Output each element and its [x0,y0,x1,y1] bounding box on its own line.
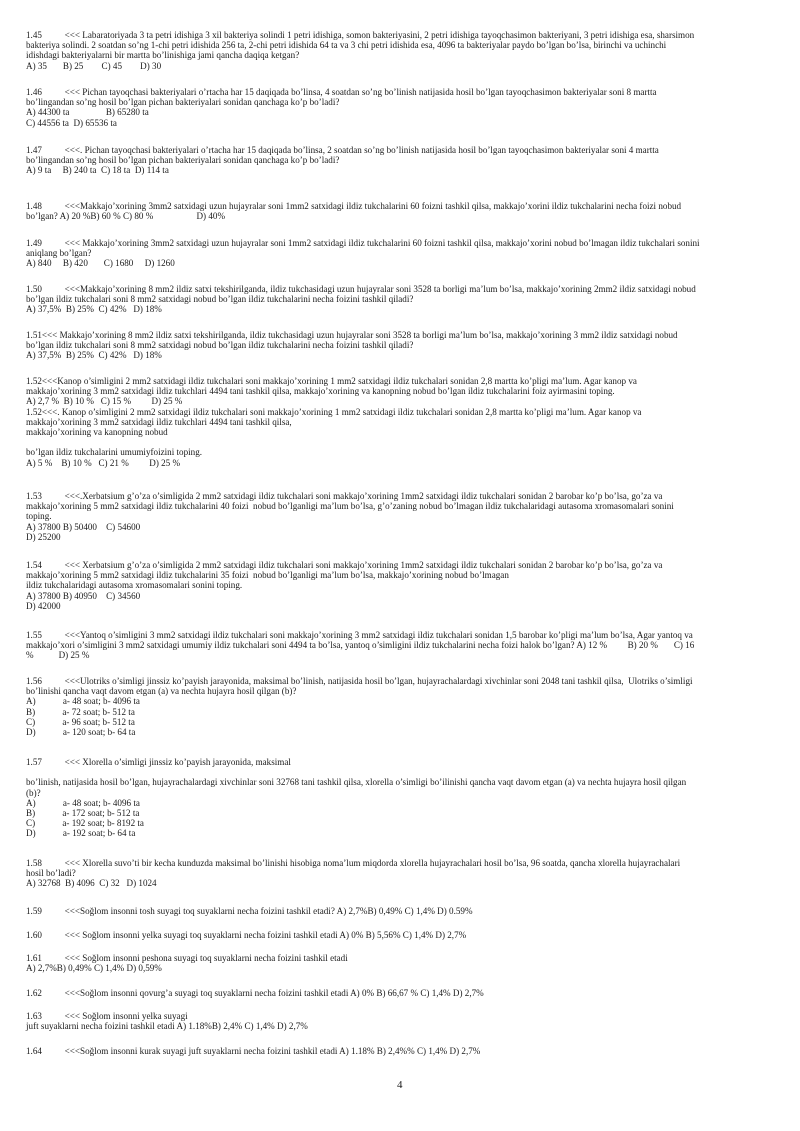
question-line: bo’linish, natijasida hosil bo’lgan, hujayrachalardagi xivchinlar soni 32768 tani tashkil qilsa, xlorella o’simligi bo’ilinishi qancha vaqt davom etgan (a) va nechta hujayra hosil qilgan [26,777,687,788]
question-line: makkajo’xorining 3 mm2 satxidagi ildiz tukchlari 4494 tani tashkil qilsa, makkajo’xorining va kanopning nobud bo’lgan ildiz tukchalarini foiz ayirmasini toping. [26,386,615,397]
question-line: 1.56 <<<Ulotriks o’simligi jinssiz ko’payish jarayonida, maksimal bo’linish, natijasida hosil bo’lgan, hujayrachalardagi xivchinlar soni 2048 tani tashkil qilsa, Ulotriks o’simligi [26,676,693,686]
question-line: 1.61 <<< Soğlom insonni peshona suyagi toq suyaklarni necha foizini tashkil etadi [26,953,348,963]
question-line: juft suyaklarni necha foizini tashkil etadi A) 1.18%B) 2,4% C) 1,4% D) 2,7% [26,1021,308,1032]
question-line: A) 37,5% B) 25% C) 42% D) 18% [26,304,162,315]
question-block [26,491,774,542]
question-block [26,201,774,221]
question-line: bo’lingandan so’ng hosil bo’lgan pichan bakteriyalari sonidan qanchaga ko’p bo’ladi? [26,97,340,108]
question-line: A) a- 48 soat; b- 4096 ta [26,797,140,808]
question-line: makkajo’xorining 3 mm2 satxidagi ildiz tukchlari 4494 tani tashkil qilsa, [26,416,292,427]
question-line: A) 5 % B) 10 % C) 21 % D) 25 % [26,457,181,468]
question-line: bo’lgan ildiz tukchalari soni 8 mm2 satxidagi nobud bo’lgan ildiz tukchalarini necha foizini tashkil qiladi? [26,294,414,305]
question-line: makkajo’xori o’simligini 3 mm2 satxidagi umumiy ildiz tukchalari soni 4494 ta bo’lsa, yantoq o’simligini ildiz tukchalarini necha foizi halok bo’lgan? A) 12 % B) 20 % C) 16 [26,640,695,651]
page-number: 4 [397,1079,403,1091]
question-line: C) 44556 ta D) 65536 ta [26,117,117,128]
question-line: D) 25200 [26,531,61,542]
question-block [26,953,774,973]
question-block [26,930,774,940]
question-line [26,437,774,447]
question-line: makkajo’xorining 5 mm2 satxidagi ildiz tukchalarini 35 foizi nobud bo’lganligi ma’lum bo’lsa, makkajo’xorining nobud bo’lmagan [26,570,509,581]
question-line: D) a- 120 soat; b- 64 ta [26,727,136,738]
question-line: 1.45 <<< Labaratoriyada 3 ta petri idishiga 3 xil bakteriya solindi 1 petri idishiga, somon bakteriyasini, 2 petri idishiga tayoqchasimon bakteriyani, 3 petri idishiga esa, sharsimon [26,30,695,40]
question-line: D) 42000 [26,600,61,611]
question-line: hosil bo’ladi? [26,868,76,879]
question-line: 1.57 <<< Xlorella o’simligi jinssiz ko’payish jarayonida, maksimal [26,757,291,767]
question-line: 1.52<<<. Kanop o’simligini 2 mm2 satxidagi ildiz tukchalari soni makkajo’xorining 1 mm2 satxidagi ildiz tukchalari sonidan 2,8 martta ko’pligi ma’lum. Agar kanop va [26,406,642,417]
question-block [26,145,774,176]
question-line [26,767,774,777]
question-line: A) a- 48 soat; b- 4096 ta [26,696,140,707]
question-block [26,284,774,315]
question-line: A) 9 ta B) 240 ta C) 18 ta D) 114 ta [26,165,169,176]
question-line: C) a- 96 soat; b- 512 ta [26,716,135,727]
question-line: bo’lgan? A) 20 %B) 60 % C) 80 % D) 40% [26,211,226,222]
question-line: 1.51<<< Makkajo’xorining 8 mm2 ildiz satxi tekshirilganda, ildiz tukchasidagi uzun hujayralar soni 3528 ta borligi ma’lum bo’lsa, makkajo’xorining 3 mm2 ildiz satxidagi nobud [26,330,678,340]
question-line: 1.62 <<<Soğlom insonni qovurg’a suyagi toq suyaklarni necha foizini tashkil etadi A) 0% B) 66,67 % C) 1,4% D) 2,7% [26,988,484,998]
question-line: A) 44300 ta B) 65280 ta [26,107,149,118]
question-line: makkajo’xorining 5 mm2 satxidagi ildiz tukchalarini 40 foizi nobud bo’lganligi ma’lum bo’lsa, g’o’zaning nobud bo’lmagan ildiz tukchalaridagi autasoma xromasomalari sonini [26,501,674,512]
question-line: makkajo’xorining va kanopning nobud [26,427,168,438]
question-line: bo’linishi qancha vaqt davom etgan (a) va nechta hujayra hosil qilgan (b)? [26,686,297,697]
question-block [26,630,774,661]
question-block [26,560,774,611]
question-line: B) a- 72 soat; b- 512 ta [26,706,135,717]
question-block [26,676,774,737]
question-line: 1.50 <<<Makkajo’xorining 8 mm2 ildiz satxi tekshirilganda, ildiz tukchasidagi uzun hujayralar soni 3528 ta borligi ma’lum bo’lsa, makkajo’xorining 2mm2 ildiz satxidagi nobud [26,284,696,294]
question-line: 1.64 <<<Soğlom insonni kurak suyagi juft suyaklarni necha foizini tashkil etadi A) 1.18% B) 2,4%% C) 1,4% D) 2,7% [26,1046,481,1056]
question-line: A) 37,5% B) 25% C) 42% D) 18% [26,350,162,361]
question-line: bo’lgan ildiz tukchalari soni 8 mm2 satxidagi nobud bo’lgan ildiz tukchalarini necha foizini tashkil qiladi? [26,340,414,351]
question-line: 1.49 <<< Makkajo’xorining 3mm2 satxidagi uzun hujayralar soni 1mm2 satxidagi ildiz tukchalarini 60 foizni tashkil qilsa, makkajo’xorini nobud bo’lmagan ildiz tukchalari sonini [26,238,700,248]
question-line: 1.54 <<< Xerbatsium g’o’za o’simligida 2 mm2 satxidagi ildiz tukchalari soni makkajo’xorining 1mm2 satxidagi ildiz tukchalari sonidan 2 barobar ko’p bo’lsa, go’za va [26,560,663,570]
question-line: 1.48 <<<Makkajo’xorining 3mm2 satxidagi uzun hujayralar soni 1mm2 satxidagi ildiz tukchalarini 60 foizni tashkil qilsa, makkajo’xorini ildiz tukchalarini necha foizi nobud [26,201,682,211]
question-line: A) 35 B) 25 C) 45 D) 30 [26,60,162,71]
question-line: bo’lgan ildiz tukchalarini umumiyfoizini toping. [26,447,203,458]
question-block [26,330,774,361]
question-line: A) 37800 B) 50400 C) 54600 [26,521,141,532]
question-line: % D) 25 % [26,650,90,661]
question-line: bo’lingandan so’ng hosil bo’lgan pichan bakteriyalari sonidan qanchaga ko’p bo’ladi? [26,155,340,166]
question-block [26,1011,774,1031]
question-line: 1.52<<<Kanop o’simligini 2 mm2 satxidagi ildiz tukchalari soni makkajo’xorining 1 mm2 satxidagi ildiz tukchalari sonidan 2,8 martta ko’pligi ma’lum. Agar kanop va [26,376,637,386]
question-block [26,858,774,889]
question-line: bakteriya solindi. 2 soatdan so’ng 1-chi petri idishida 256 ta, 2-chi petri idishida 64 ta va 3 chi petri idishida esa, 4096 ta bakteriyalar paydo bo’lgan bo’lsa, birinchi va uchinchi [26,40,667,51]
question-block [26,376,774,468]
question-line: 1.46 <<< Pichan tayoqchasi bakteriyalari o’rtacha har 15 daqiqada bo’linsa, 4 soatdan so’ng bo’linish natijasida hosil bo’lgan tayoqchasimon bakteriyalar soni 8 martta [26,87,657,97]
question-line: 1.60 <<< Soğlom insonni yelka suyagi toq suyaklarni necha foizini tashkil etadi A) 0% B) 5,56% C) 1,4% D) 2,7% [26,930,467,940]
question-block [26,1046,774,1056]
question-line: toping. [26,511,52,522]
question-line: A) 2,7 % B) 10 % C) 15 % D) 25 % [26,396,183,407]
question-line: 1.47 <<<. Pichan tayoqchasi bakteriyalari o’rtacha har 15 daqiqada bo’linsa, 2 soatdan so’ng bo’linish natijasida hosil bo’lgan tayoqchasimon bakteriyalar soni 4 martta [26,145,659,155]
question-line: A) 840 B) 420 C) 1680 D) 1260 [26,258,175,269]
question-line: 1.53 <<<.Xerbatsium g’o’za o’simligida 2 mm2 satxidagi ildiz tukchalari soni makkajo’xorining 1mm2 satxidagi ildiz tukchalari sonidan 2 barobar ko’p bo’lsa, go’za va [26,491,663,501]
question-block [26,30,774,71]
question-line: A) 37800 B) 40950 C) 34560 [26,590,141,601]
question-line: ildiz tukchalaridagi autasoma xromasomalari sonini toping. [26,580,243,591]
question-block [26,87,774,128]
question-line: 1.58 <<< Xlorella suvo’ti bir kecha kunduzda maksimal bo’linishi hisobiga noma’lum miqdorda xlorella hujayrachalari hosil bo’lsa, 96 soatda, qancha xlorella hujayrachalari [26,858,681,868]
question-line: A) 32768 B) 4096 C) 32 D) 1024 [26,878,157,889]
question-line: 1.59 <<<Soğlom insonni tosh suyagi toq suyaklarni necha foizini tashkil etadi? A) 2,7%B) 0,49% C) 1,4% D) 0.59% [26,906,473,916]
question-line: 1.63 <<< Soğlom insonni yelka suyagi [26,1011,188,1021]
question-block [26,906,774,916]
question-line: D) a- 192 soat; b- 64 ta [26,828,136,839]
question-line: B) a- 172 soat; b- 512 ta [26,808,140,819]
question-line: (b)? [26,787,41,798]
question-block [26,757,774,839]
question-block [26,988,774,998]
question-line: A) 2,7%B) 0,49% C) 1,4% D) 0,59% [26,963,162,974]
question-line: aniqlang bo’lgan? [26,248,92,259]
question-line: idishdagi bakteriyalarni bir martta bo’linishiga jami qancha daqiqa ketgan? [26,50,300,61]
question-line: C) a- 192 soat; b- 8192 ta [26,818,144,829]
question-block [26,238,774,269]
question-line: 1.55 <<<Yantoq o’simligini 3 mm2 satxidagi ildiz tukchalari soni makkajo’xorining 3 mm2 satxidagi ildiz tukchalari sonidan 1,5 barobar ko’pligi ma’lum bo’lsa, Agar yantoq va [26,630,693,640]
